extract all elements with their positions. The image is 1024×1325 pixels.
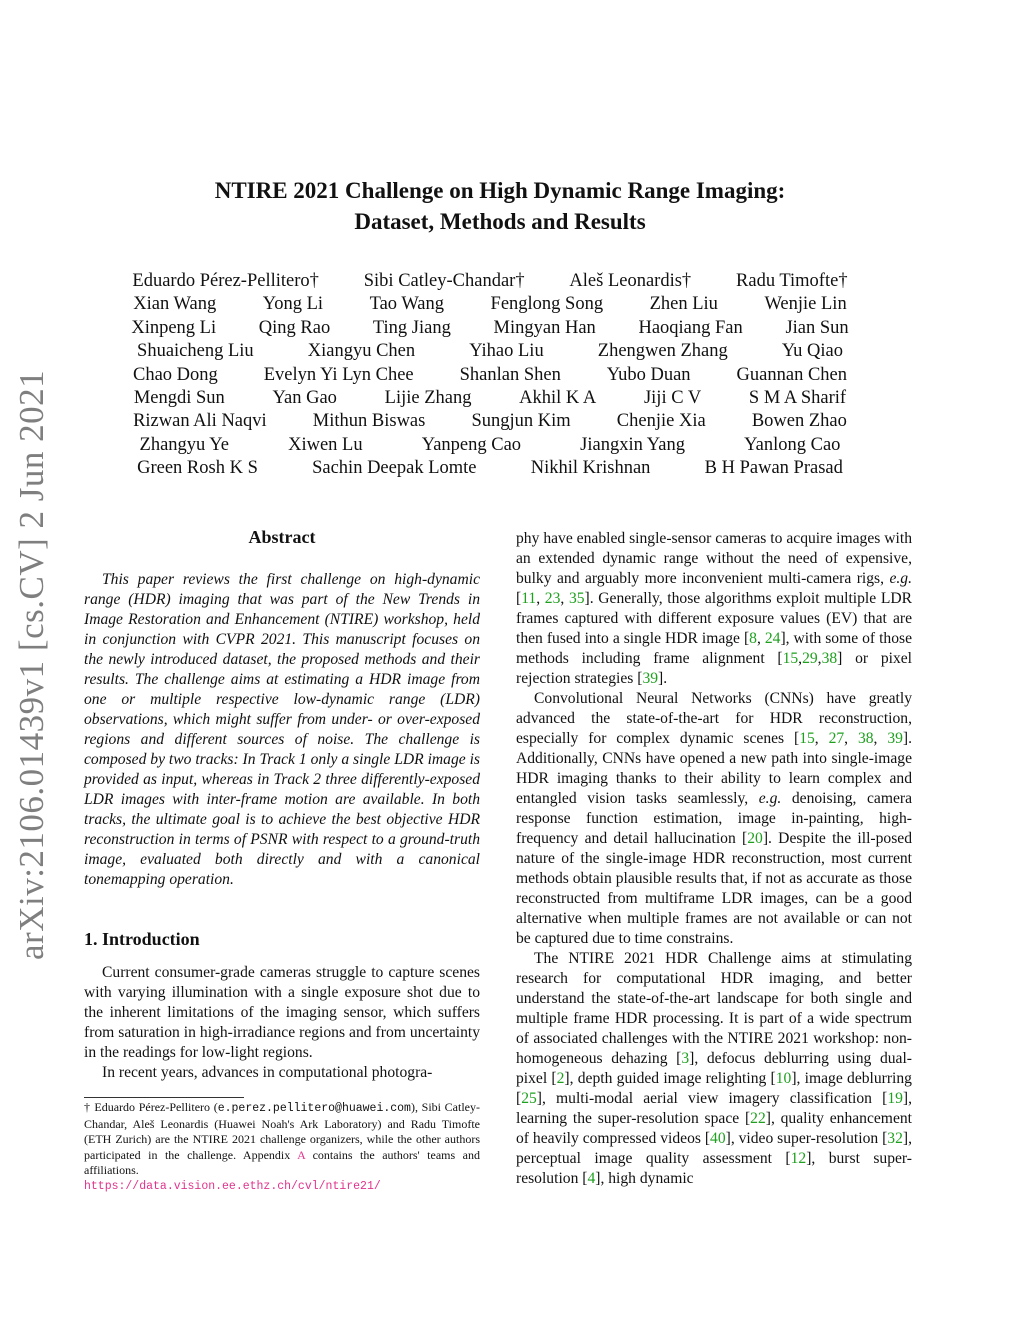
citation-link[interactable]: 38 [821,650,838,667]
text: e.g. [758,790,782,807]
text: ], depth guided image relighting [ [564,1070,776,1087]
author-name: Mithun Biswas [312,411,426,432]
author-name: Yanlong Cao [744,434,841,455]
author-name: Eduardo Pérez-Pellitero† [132,271,319,291]
author-name: Sachin Deepak Lomte [312,458,477,479]
author-name: Qing Rao [258,317,331,338]
footnote-mid: ), Sibi Catley-Chandar, Aleš Leonardis (Huawei Noah's Ark Laboratory) and Radu Timofte (ETH Zurich) are the NTIRE 2021 challenge organizers, while the other authors participated in the challenge. Appendix [84,1100,480,1162]
author-row [110,270,870,293]
citation-link[interactable]: 4 [587,1170,596,1187]
author-name: Zhen Liu [649,294,718,315]
text: ]. Generally, those algorithms exploit multiple LDR frames captured with different exposure values (EV) that are then fused into a single HDR image [ [516,590,913,647]
author-name: Lijie Zhang [384,387,472,408]
citation-link[interactable]: 20 [747,830,763,847]
text: ], image deblurring [ [516,1070,912,1107]
author-name: Fenglong Song [490,294,604,315]
intro-paragraph-1: Current consumer-grade cameras struggle to capture scenes with varying illumination with a single exposure shot due to the inherent limitations of the imaging sensor, which suffers from saturation in high-irradiance regions and from uncertainty in the readings for low-light regions. [84,964,480,1061]
citation-link[interactable]: 38 [857,730,874,747]
author-row [110,457,870,480]
citation-link[interactable]: 15 [782,650,799,667]
citation-link[interactable]: 32 [887,1130,903,1147]
citation-link[interactable]: 40 [710,1130,726,1147]
footnote-rule [84,1097,244,1098]
footnote-suffix: contains the authors' teams and affiliations. [84,1147,480,1178]
text: ]. Despite the ill-posed nature of the single-image HDR reconstruction, most current methods obtain plausible results that, if not as accurate as those reconstructed from multiframe LDR images, can be a good alternative when multiple frames are not available or can not be captured due to time constrains. [516,830,912,947]
citation-link[interactable]: 27 [828,730,845,747]
text: ], quality enhancement of heavily compressed videos [ [516,1110,912,1147]
citation-link[interactable]: 19 [887,1090,903,1107]
citation-link[interactable]: 29 [802,650,818,667]
citation-link[interactable]: 15 [799,730,815,747]
author-name: Xian Wang [133,294,217,315]
author-name: Xiwen Lu [288,434,363,455]
text: ], multi-modal aerial view imagery classification [ [536,1090,888,1107]
text: ], learning the super-resolution space [ [516,1090,912,1127]
author-list [110,270,870,481]
arxiv-identifier[interactable]: arXiv:2106.01439v1 [cs.CV] 2 Jun 2021 [12,369,51,960]
citation-link[interactable]: 10 [775,1070,792,1087]
title-line-1: NTIRE 2021 Challenge on High Dynamic Range Imaging: [214,178,786,203]
author-row [110,317,870,340]
paper-title [0,175,1000,237]
author-row [110,364,870,387]
intro-paragraph-2: In recent years, advances in computational photogra- [102,1064,433,1081]
author-name: Zhangyu Ye [139,434,229,455]
abstract-heading: Abstract [248,527,316,547]
author-name: Wenjie Lin [764,294,847,315]
text: The NTIRE 2021 HDR Challenge aims at stimulating research for computational HDR imaging, and better understand the state-of-the-art landscape for both single and multiple frame HDR processing. It is part of a wide spectrum of associated challenges with the NTIRE 2021 workshop: non-homogeneous dehazing [ [516,950,912,1067]
text: ]. Additionally, CNNs have opened a new path into single-image HDR imaging thanks to their ability to learn complex and entangled vision tasks seamlessly, [516,730,913,807]
text: [ [516,590,522,607]
text: e.g. [889,570,912,587]
citation-link[interactable]: 35 [568,590,585,607]
author-name: Chao Dong [132,364,218,385]
author-name: Yan Gao [272,387,337,408]
footnote-text [84,1100,480,1179]
author-name: Shanlan Shen [459,364,561,385]
right-paragraph-3 [516,949,912,1189]
author-name: Aleš Leonardis† [569,271,692,291]
author-row [110,340,870,363]
author-name: Mingyan Han [493,317,596,338]
author-name: S M A Sharif [748,387,847,408]
citation-link[interactable]: 8 [749,630,757,647]
citation-link[interactable]: 2 [556,1070,565,1087]
right-column [516,529,912,1189]
text: ], burst super-resolution [ [516,1150,912,1187]
abstract-body: This paper reviews the first challenge on high-dynamic range (HDR) imaging that was part of the New Trends in Image Restoration and Enhancement (NTIRE) workshop, held in conjunction with CVPR 2021. This manuscript focuses on the newly introduced dataset, the proposed methods and their results. The challenge aims at estimating a HDR image from one or multiple respective low-dynamic range (LDR) observations, which might suffer from under- or over-exposed regions and different sources of noise. The challenge is composed by two tracks: In Track 1 only a single LDR image is provided as input, whereas in Track 2 three differently-exposed LDR images with inter-frame motion are available. In both tracks, the ultimate goal is to achieve the best objective HDR reconstruction in terms of PSNR with respect to a ground-truth image, evaluated both directly and with a canonical tonemapping operation. [84,571,480,888]
author-name: Ting Jiang [372,317,451,338]
author-name: Rizwan Ali Naqvi [133,411,267,432]
right-paragraph-1: phy have enabled single-sensor cameras to acquire images with an extended dynamic range without the need of expensive, bulky and arguably more inconvenient multi-camera rigs, e.g. [11, 23, 35]. Generally, those algorithms exploit multiple LDR frames captured with different exposure values (EV) that are then fused into a single HDR image [8, 24], with some of those methods including frame alignment [15,29,38] or pixel rejection strategies [39]. [516,530,913,687]
footnote-email[interactable]: e.perez.pellitero@huawei.com [217,1102,411,1115]
footnote [84,1100,480,1195]
text: phy have enabled single-sensor cameras to acquire images with an extended dynamic range without the need of expensive, bulky and arguably more inconvenient multi-camera rigs, [516,530,912,587]
text: ], high dynamic [595,1170,694,1187]
citation-link[interactable]: 22 [750,1110,766,1127]
author-name: Sibi Catley-Chandar† [363,271,525,291]
author-name: Yanpeng Cao [421,434,522,455]
citation-link[interactable]: 39 [887,730,903,747]
author-name: Radu Timofte† [736,271,848,291]
author-name: Haoqiang Fan [638,317,743,338]
citation-link[interactable]: 23 [544,590,561,607]
author-name: Mengdi Sun [133,387,225,408]
text: ], with some of those methods including frame alignment [ [516,630,913,667]
footnote-prefix: † Eduardo Pérez-Pellitero ( [84,1100,218,1114]
author-name: Jiangxin Yang [580,434,686,455]
author-name: Bowen Zhao [751,411,847,432]
author-name: Guannan Chen [736,364,847,385]
author-name: Green Rosh K S [137,458,258,479]
author-name: Sungjun Kim [471,411,571,432]
author-name: Nikhil Krishnan [530,458,651,479]
introduction-heading: 1. Introduction [84,929,200,949]
text: Convolutional Neural Networks (CNNs) have greatly advanced the state-of-the-art for HDR reconstruction, especially for complex dynamic scenes [ [516,690,912,747]
text: ] or pixel rejection strategies [ [516,650,912,687]
introduction-body [84,963,480,1083]
author-name: Shuaicheng Liu [137,341,254,362]
author-row [110,387,870,410]
citation-link[interactable]: 3 [681,1050,690,1067]
citation-link[interactable]: 25 [521,1090,537,1107]
author-row [110,410,870,433]
author-name: Xinpeng Li [131,317,217,338]
text: ]. [658,670,668,687]
text: denoising, camera response function estimation, image in-painting, high-frequency and detail hallucination [ [516,790,912,847]
author-name: Zhengwen Zhang [597,341,728,362]
text: ], perceptual image quality assessment [ [516,1130,912,1167]
citation-link[interactable]: 24 [764,630,781,647]
author-name: Yihao Liu [469,341,544,362]
author-name: Jian Sun [785,317,849,338]
citation-link[interactable]: 11 [521,590,537,607]
author-name: Akhil K A [519,387,597,408]
text: ], defocus deblurring using dual-pixel [ [516,1050,912,1087]
author-name: Yubo Duan [606,364,691,385]
author-name: Evelyn Yi Lyn Chee [263,364,414,385]
citation-link[interactable]: 12 [790,1150,807,1167]
author-name: Chenjie Xia [616,411,706,432]
author-name: Yu Qiao [781,341,843,362]
author-name: Xiangyu Chen [307,341,416,362]
footnote-url[interactable]: https://data.vision.ee.ethz.ch/cvl/ntire21/ [84,1179,381,1193]
title-line-2: Dataset, Methods and Results [354,209,646,234]
text: ], video super-resolution [ [725,1130,888,1147]
author-name: B H Pawan Prasad [704,458,843,479]
author-name: Jiji C V [643,387,702,408]
author-row [110,434,870,457]
appendix-link[interactable]: A [297,1147,306,1162]
author-name: Yong Li [262,294,324,315]
author-row [110,293,870,316]
author-name: Tao Wang [369,294,445,315]
citation-link[interactable]: 39 [642,670,659,687]
right-paragraph-2: Convolutional Neural Networks (CNNs) have greatly advanced the state-of-the-art for HDR reconstruction, especially for complex dynamic scenes [15, 27, 38, 39]. Additionally, CNNs have opened a new path into single-image HDR imaging thanks to their ability to learn complex and entangled vision tasks seamlessly, e.g. denoising, camera response function estimation, image in-painting, high-frequency and detail hallucination [20]. Despite the ill-posed nature of the single-image HDR reconstruction, most current methods obtain plausible results that, if not as accurate as those reconstructed from multiframe LDR images, can be a good alternative when multiple frames are not available or can not be captured due to time constrains. [516,690,913,947]
